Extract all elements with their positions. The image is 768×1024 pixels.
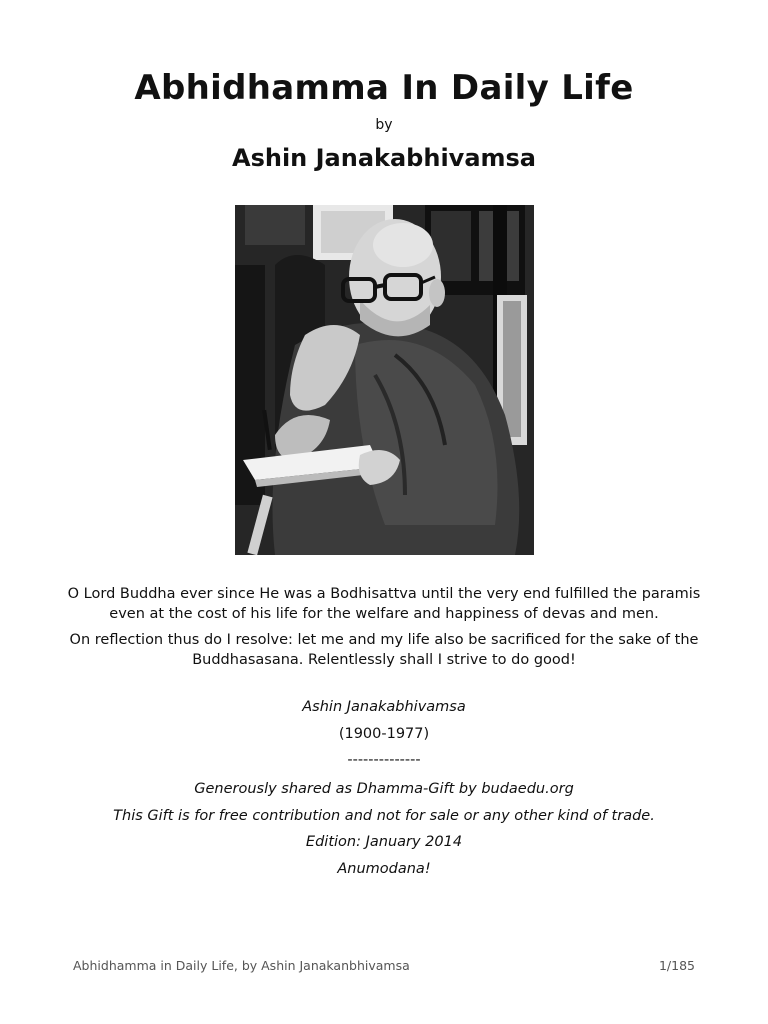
verse-paragraph-1: O Lord Buddha ever since He was a Bodhisattva until the very end fulfilled the paramis even at the cost of his life for the welfare and happiness of devas and men.	[67, 586, 701, 622]
edition-note: Edition: January 2014	[305, 834, 463, 850]
by-line: by	[375, 117, 393, 133]
life-years: (1900-1977)	[338, 726, 430, 742]
page-number: 1/185	[658, 958, 695, 973]
footer-title: Abhidhamma in Daily Life, by Ashin Janakanbhivamsa	[73, 958, 410, 973]
shared-note: Generously shared as Dhamma-Gift by budaedu.org	[194, 781, 574, 797]
verse-paragraph-2: On reflection thus do I resolve: let me and my life also be sacrificed for the sake of the Buddhasasana. Relentlessly shall I strive to do good!	[69, 632, 699, 668]
monk-portrait-icon	[235, 205, 534, 555]
author-portrait-photo	[235, 205, 534, 555]
page-title: Abhidhamma In Daily Life	[134, 68, 634, 108]
closing-note: Anumodana!	[337, 861, 431, 877]
author-name: Ashin Janakabhivamsa	[232, 144, 536, 172]
signature: Ashin Janakabhivamsa	[302, 699, 466, 715]
separator: --------------	[347, 752, 421, 768]
gift-note: This Gift is for free contribution and not for sale or any other kind of trade.	[113, 808, 655, 824]
